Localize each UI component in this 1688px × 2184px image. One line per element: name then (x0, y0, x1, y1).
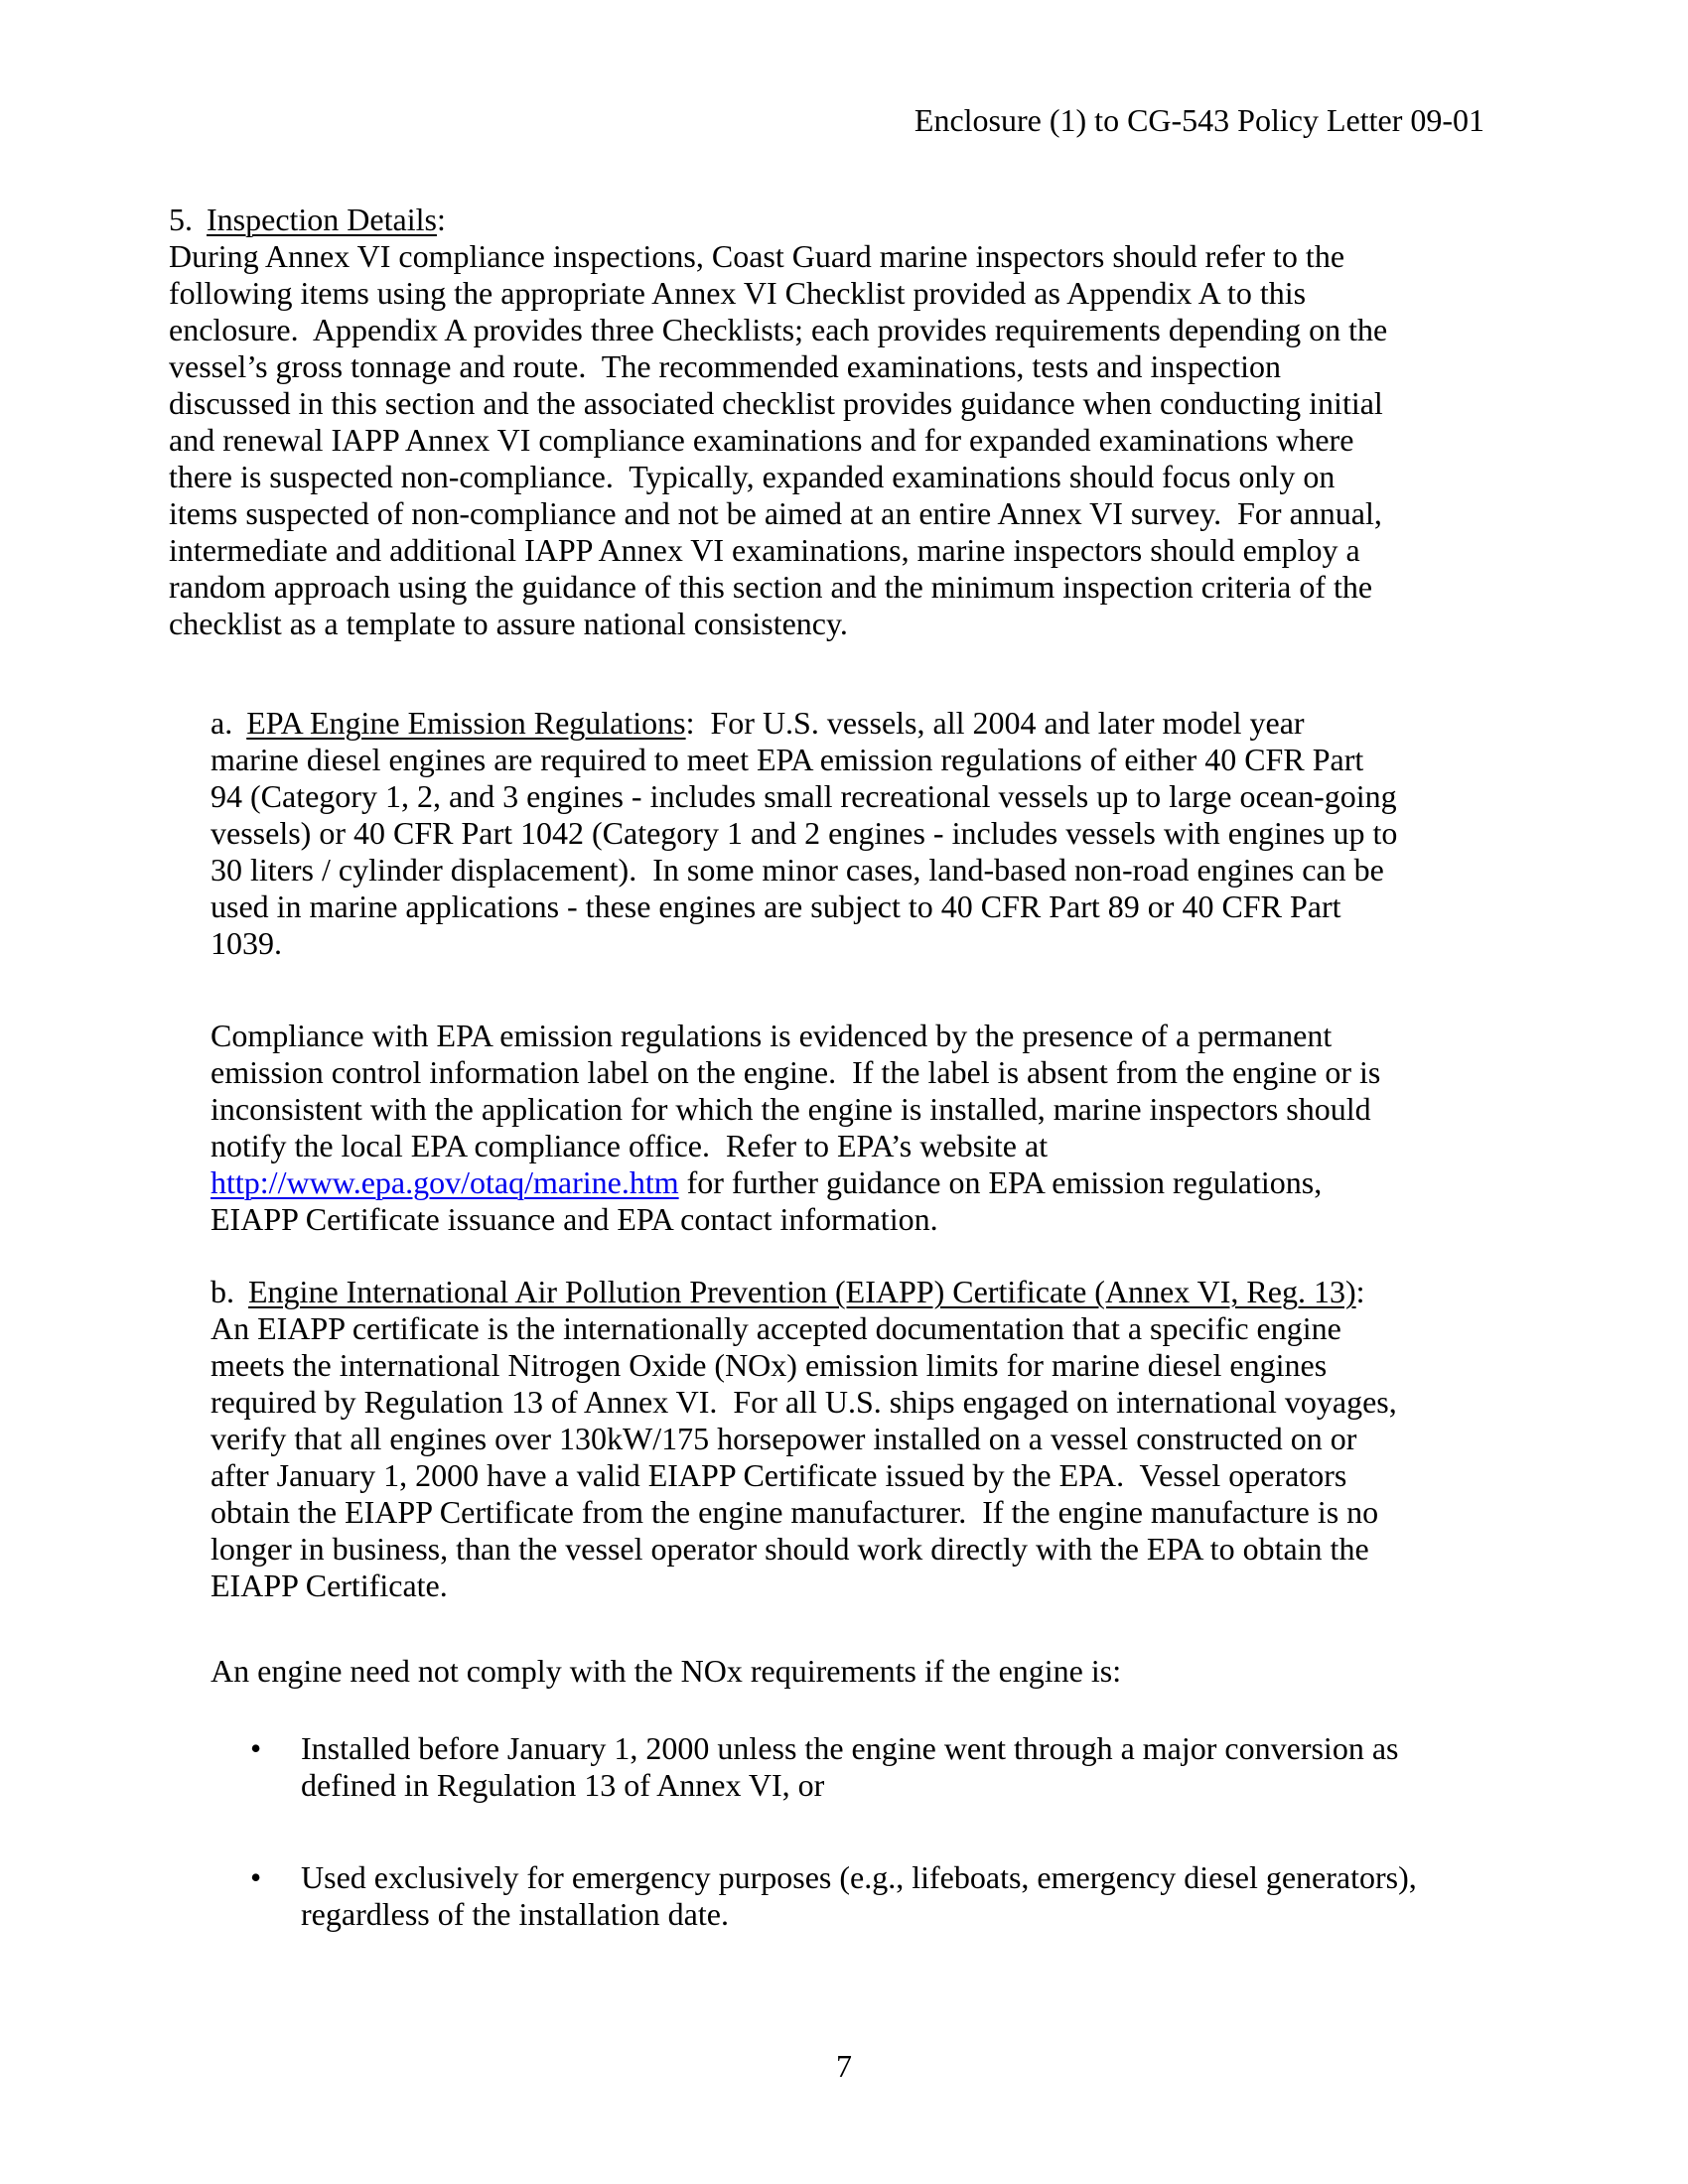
section-5 (169, 202, 1387, 642)
epa-compliance-lines (211, 1018, 1380, 1164)
text-line: verify that all engines over 130kW/175 horsepower installed on a vessel constructed on or (211, 1421, 1357, 1456)
epa-marine-link[interactable]: http://www.epa.gov/otaq/marine.htm (211, 1164, 679, 1200)
text-line: During Annex VI compliance inspections, Coast Guard marine inspectors should refer to the (169, 238, 1345, 274)
text-line: regardless of the installation date. (301, 1896, 729, 1932)
page-header: Enclosure (1) to CG-543 Policy Letter 09-01 (914, 102, 1484, 138)
item-a (211, 705, 1397, 962)
item-b (211, 1274, 1397, 1604)
text-line: following items using the appropriate Annex VI Checklist provided as Appendix A to this (169, 275, 1307, 311)
section5-body (169, 238, 1387, 642)
text-line: discussed in this section and the associated checklist provides guidance when conducting initial (169, 385, 1383, 421)
text-line: intermediate and additional IAPP Annex VI examinations, marine inspectors should employ a (169, 532, 1360, 568)
text-line: used in marine applications - these engines are subject to 40 CFR Part 89 or 40 CFR Part (211, 888, 1341, 924)
item-a-body (211, 742, 1397, 962)
text-line: 94 (Category 1, 2, and 3 engines - includes small recreational vessels up to large ocean-going (211, 778, 1397, 814)
text-line: notify the local EPA compliance office. Refer to EPA’s website at (211, 1128, 1049, 1163)
item-b-body (211, 1310, 1397, 1604)
text-line: enclosure. Appendix A provides three Checklists; each provides requirements depending on the (169, 312, 1388, 347)
epa-link-line-rest: for further guidance on EPA emission regulations, (678, 1164, 1323, 1200)
item-b-title-colon: : (1355, 1274, 1365, 1309)
bullet-item-installed-before-2000 (250, 1730, 1398, 1804)
text-line: EIAPP Certificate. (211, 1568, 448, 1603)
text-line: emission control information label on the engine. If the label is absent from the engine or is (211, 1054, 1381, 1090)
bullet-icon: • (250, 1859, 262, 1895)
text-line: vessel’s gross tonnage and route. The recommended examinations, tests and inspection (169, 348, 1282, 384)
bullet-text (301, 1730, 1398, 1804)
text-line: marine diesel engines are required to meet EPA emission regulations of either 40 CFR Part (211, 742, 1364, 777)
item-a-heading (211, 705, 1397, 742)
text-line: Used exclusively for emergency purposes (e.g., lifeboats, emergency diesel generators), (301, 1859, 1417, 1895)
paragraph-epa-compliance (211, 1018, 1380, 1238)
epa-compliance-last-line: EIAPP Certificate issuance and EPA contact information. (211, 1201, 938, 1237)
text-line: An EIAPP certificate is the internationally accepted documentation that a specific engine (211, 1310, 1341, 1346)
text-line: obtain the EIAPP Certificate from the engine manufacturer. If the engine manufacture is no (211, 1494, 1379, 1530)
text-line: there is suspected non-compliance. Typically, expanded examinations should focus only on (169, 459, 1336, 494)
item-a-label: a. (211, 705, 233, 741)
paragraph-nox-intro: An engine need not comply with the NOx requirements if the engine is: (211, 1653, 1122, 1689)
item-b-heading (211, 1274, 1397, 1310)
section-title: Inspection Details (207, 202, 437, 237)
item-a-title: EPA Engine Emission Regulations (246, 705, 686, 741)
bullet-icon: • (250, 1730, 262, 1766)
text-line: meets the international Nitrogen Oxide (NOx) emission limits for marine diesel engines (211, 1347, 1328, 1383)
text-line: random approach using the guidance of this section and the minimum inspection criteria of the (169, 569, 1373, 605)
text-line: Compliance with EPA emission regulations is evidenced by the presence of a permanent (211, 1018, 1333, 1053)
section-number: 5. (169, 202, 193, 237)
text-line: required by Regulation 13 of Annex VI. For all U.S. ships engaged on international voyages, (211, 1384, 1397, 1420)
item-b-label: b. (211, 1274, 234, 1309)
item-a-title-rest: : For U.S. vessels, all 2004 and later model year (685, 705, 1305, 741)
text-line: longer in business, than the vessel operator should work directly with the EPA to obtain the (211, 1531, 1369, 1567)
text-line: after January 1, 2000 have a valid EIAPP Certificate issued by the EPA. Vessel operators (211, 1457, 1347, 1493)
bullet-text (301, 1859, 1417, 1933)
epa-link-line (211, 1164, 1380, 1201)
page-number: 7 (836, 2048, 852, 2084)
text-line: defined in Regulation 13 of Annex VI, or (301, 1767, 825, 1803)
section5-heading (169, 202, 1387, 238)
text-line: vessels) or 40 CFR Part 1042 (Category 1 and 2 engines - includes vessels with engines up to (211, 815, 1398, 851)
text-line: 1039. (211, 925, 282, 961)
section-title-colon: : (436, 202, 446, 237)
text-line: checklist as a template to assure national consistency. (169, 606, 848, 641)
text-line: Installed before January 1, 2000 unless the engine went through a major conversion as (301, 1730, 1399, 1766)
item-b-title: Engine International Air Pollution Prevention (EIAPP) Certificate (Annex VI, Reg. 13) (248, 1274, 1356, 1309)
text-line: inconsistent with the application for which the engine is installed, marine inspectors should (211, 1091, 1371, 1127)
text-line: and renewal IAPP Annex VI compliance examinations and for expanded examinations where (169, 422, 1354, 458)
text-line: 30 liters / cylinder displacement). In some minor cases, land-based non-road engines can be (211, 852, 1384, 887)
text-line: items suspected of non-compliance and not be aimed at an entire Annex VI survey. For annual, (169, 495, 1382, 531)
bullet-item-emergency-purposes (250, 1859, 1417, 1933)
